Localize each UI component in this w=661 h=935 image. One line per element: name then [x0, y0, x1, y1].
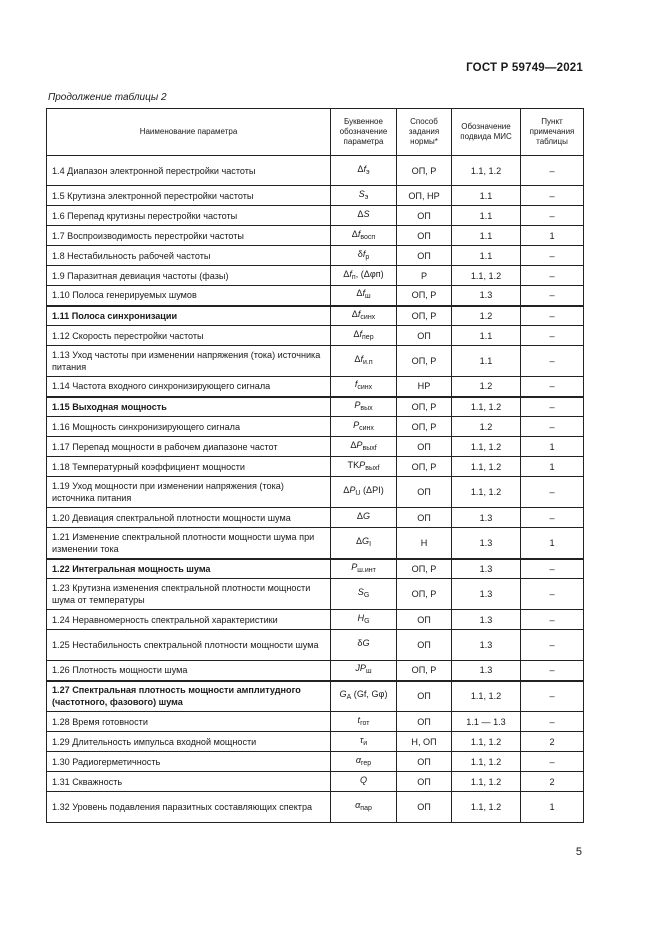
norm-method: ОП, Р — [397, 346, 452, 377]
symbol-letter: t — [357, 714, 361, 725]
note-ref: – — [521, 752, 584, 772]
norm-method: ОП, Р — [397, 457, 452, 477]
symbol-letter: P — [354, 399, 361, 410]
norm-method: ОП, Р — [397, 559, 452, 579]
norm-method: НР — [397, 377, 452, 397]
symbol-letter: α — [355, 800, 361, 810]
param-symbol — [331, 286, 397, 306]
symbol-letter: f — [362, 288, 365, 299]
symbol-subscript: U — [355, 490, 361, 497]
symbol-subscript: ш — [364, 293, 371, 301]
mis-subtype: 1.1 — 1.3 — [452, 712, 521, 732]
symbol-letter: P — [353, 419, 360, 430]
symbol-subscript: синх — [357, 384, 373, 392]
mis-subtype: 1.1 — [452, 346, 521, 377]
norm-method: ОП, Р — [397, 661, 452, 681]
param-name: 1.29 Длительность импульса входной мощности — [47, 732, 331, 752]
norm-method: ОП — [397, 712, 452, 732]
norm-method: ОП — [397, 792, 452, 823]
param-name: 1.27 Спектральная плотность мощности амплитудного (частотного, фазового) шума — [47, 681, 331, 712]
symbol-prefix: Δ — [353, 328, 360, 339]
table-row — [47, 752, 584, 772]
note-ref: – — [521, 286, 584, 306]
param-symbol — [331, 377, 397, 397]
symbol-subscript: р — [365, 253, 370, 261]
note-ref: – — [521, 246, 584, 266]
mis-subtype: 1.1, 1.2 — [452, 792, 521, 823]
symbol-subscript: синх — [360, 313, 376, 321]
norm-method: ОП, Р — [397, 579, 452, 610]
mis-subtype: 1.1, 1.2 — [452, 772, 521, 792]
param-symbol — [331, 752, 397, 772]
param-symbol — [331, 792, 397, 823]
symbol-prefix: Δ — [351, 228, 358, 239]
table-row — [47, 226, 584, 246]
note-ref: 1 — [521, 457, 584, 477]
norm-method: ОП, Р — [397, 397, 452, 417]
note-ref: 1 — [521, 528, 584, 559]
symbol-prefix: Δ — [343, 485, 350, 495]
symbol-prefix: Δ — [356, 288, 363, 299]
table-row — [47, 732, 584, 752]
symbol-subscript: I — [369, 540, 372, 548]
param-name: 1.22 Интегральная мощность шума — [47, 559, 331, 579]
symbol-prefix: δ — [357, 248, 363, 259]
note-ref: – — [521, 186, 584, 206]
symbol-subscript: ш.инт — [357, 566, 376, 574]
param-symbol — [331, 306, 397, 326]
param-name: 1.12 Скорость перестройки частоты — [47, 326, 331, 346]
norm-method: ОП — [397, 437, 452, 457]
param-symbol — [331, 326, 397, 346]
mis-subtype: 1.1, 1.2 — [452, 752, 521, 772]
norm-method: ОП — [397, 681, 452, 712]
param-name: 1.10 Полоса генерируемых шумов — [47, 286, 331, 306]
param-symbol — [331, 610, 397, 630]
symbol-letter: τ — [359, 734, 364, 745]
symbol-prefix: Δ — [357, 208, 364, 219]
note-ref: 1 — [521, 226, 584, 246]
table-caption: Продолжение таблицы 2 — [48, 92, 167, 103]
mis-subtype: 1.1 — [452, 186, 521, 206]
symbol-letter: f — [359, 328, 363, 339]
symbol-letter: S — [358, 188, 365, 199]
param-symbol — [331, 732, 397, 752]
symbol-subscript: и.п — [362, 359, 373, 366]
table-row — [47, 792, 584, 823]
norm-method: ОП, Р — [397, 286, 452, 306]
mis-subtype: 1.3 — [452, 286, 521, 306]
symbol-suffix: (Gf, Gφ) — [351, 689, 388, 700]
table-row — [47, 661, 584, 681]
mis-subtype: 1.1, 1.2 — [452, 477, 521, 508]
norm-method: ОП — [397, 772, 452, 792]
symbol-subscript: э — [364, 193, 369, 201]
note-ref: – — [521, 712, 584, 732]
norm-method: ОП — [397, 752, 452, 772]
param-name: 1.7 Воспроизводимость перестройки частоты — [47, 226, 331, 246]
mis-subtype: 1.3 — [452, 559, 521, 579]
param-name: 1.17 Перепад мощности в рабочем диапазоне частот — [47, 437, 331, 457]
mis-subtype: 1.2 — [452, 417, 521, 437]
param-name: 1.21 Изменение спектральной плотности мощности шума при изменении тока — [47, 528, 331, 559]
norm-method: ОП, Р — [397, 156, 452, 186]
symbol-subscript: выхf — [362, 444, 377, 452]
symbol-letter: S — [357, 587, 364, 597]
param-name: 1.20 Девиация спектральной плотности мощности шума — [47, 508, 331, 528]
param-symbol — [331, 206, 397, 226]
symbol-subscript: G — [363, 592, 370, 599]
standard-code: ГОСТ Р 59749—2021 — [466, 62, 583, 74]
table-row — [47, 508, 584, 528]
param-name: 1.15 Выходная мощность — [47, 397, 331, 417]
table-row — [47, 457, 584, 477]
mis-subtype: 1.3 — [452, 528, 521, 559]
table-row — [47, 246, 584, 266]
mis-subtype: 1.1 — [452, 226, 521, 246]
param-symbol — [331, 156, 397, 186]
mis-subtype: 1.1 — [452, 206, 521, 226]
param-name: 1.16 Мощность синхронизирующего сигнала — [47, 417, 331, 437]
mis-subtype: 1.1, 1.2 — [452, 156, 521, 186]
norm-method: ОП, Р — [397, 417, 452, 437]
col-header-note: Пункт примечания таблицы — [521, 109, 584, 156]
col-header-symbol: Буквенное обозначение параметра — [331, 109, 397, 156]
param-name: 1.31 Скважность — [47, 772, 331, 792]
param-symbol — [331, 661, 397, 681]
param-symbol — [331, 437, 397, 457]
symbol-prefix: Δ — [357, 163, 364, 174]
param-symbol — [331, 508, 397, 528]
note-ref: – — [521, 306, 584, 326]
mis-subtype: 1.3 — [452, 579, 521, 610]
symbol-letter: S — [363, 208, 370, 219]
note-ref: – — [521, 579, 584, 610]
note-ref: – — [521, 397, 584, 417]
symbol-letter: α — [355, 754, 361, 765]
col-header-subtype: Обозначение подвида МИС — [452, 109, 521, 156]
param-symbol — [331, 457, 397, 477]
param-symbol — [331, 630, 397, 661]
table-row — [47, 286, 584, 306]
symbol-prefix: Δ — [355, 535, 363, 546]
param-symbol — [331, 397, 397, 417]
mis-subtype: 1.1, 1.2 — [452, 681, 521, 712]
param-symbol — [331, 681, 397, 712]
parameters-table — [46, 108, 584, 823]
symbol-letter: P — [349, 485, 356, 495]
param-name: 1.32 Уровень подавления паразитных составляющих спектра — [47, 792, 331, 823]
symbol-letter: G — [339, 689, 347, 700]
param-name: 1.30 Радиогерметичность — [47, 752, 331, 772]
table-row — [47, 630, 584, 661]
param-symbol — [331, 417, 397, 437]
symbol-subscript: синх — [359, 424, 374, 432]
param-symbol — [331, 579, 397, 610]
param-name: 1.6 Перепад крутизны перестройки частоты — [47, 206, 331, 226]
norm-method: ОП — [397, 508, 452, 528]
symbol-letter: P — [351, 561, 358, 572]
norm-method: Н — [397, 528, 452, 559]
param-symbol — [331, 226, 397, 246]
norm-method: ОП, НР — [397, 186, 452, 206]
norm-method: ОП — [397, 630, 452, 661]
mis-subtype: 1.1, 1.2 — [452, 437, 521, 457]
param-symbol — [331, 772, 397, 792]
symbol-subscript: вых — [360, 404, 373, 412]
note-ref: – — [521, 266, 584, 286]
symbol-letter: f — [349, 268, 352, 279]
note-ref: – — [521, 610, 584, 630]
table-row — [47, 712, 584, 732]
norm-method: Р — [397, 266, 452, 286]
param-name: 1.14 Частота входного синхронизирующего сигнала — [47, 377, 331, 397]
symbol-prefix: TK — [347, 459, 360, 470]
note-ref: 1 — [521, 437, 584, 457]
symbol-subscript: э — [366, 168, 370, 176]
note-ref: – — [521, 681, 584, 712]
mis-subtype: 1.3 — [452, 661, 521, 681]
norm-method: ОП — [397, 206, 452, 226]
symbol-prefix: Δ — [354, 354, 361, 364]
param-name: 1.13 Уход частоты при изменении напряжения (тока) источника питания — [47, 346, 331, 377]
norm-method: ОП — [397, 326, 452, 346]
symbol-subscript: гер — [361, 759, 372, 767]
symbol-letter: f — [360, 354, 363, 364]
col-header-name: Наименование параметра — [47, 109, 331, 156]
symbol-letter: JP — [355, 663, 366, 674]
note-ref: 1 — [521, 792, 584, 823]
table-row — [47, 306, 584, 326]
mis-subtype: 1.1 — [452, 246, 521, 266]
symbol-prefix: Δ — [351, 308, 358, 319]
symbol-letter: f — [357, 228, 361, 239]
note-ref: – — [521, 417, 584, 437]
mis-subtype: 1.2 — [452, 306, 521, 326]
norm-method: ОП — [397, 610, 452, 630]
symbol-prefix: Δ — [343, 268, 350, 279]
note-ref: – — [521, 377, 584, 397]
mis-subtype: 1.1, 1.2 — [452, 266, 521, 286]
norm-method: Н, ОП — [397, 732, 452, 752]
table-header-row — [47, 109, 584, 156]
param-symbol — [331, 266, 397, 286]
mis-subtype: 1.1, 1.2 — [452, 732, 521, 752]
symbol-letter: Q — [359, 774, 368, 785]
mis-subtype: 1.3 — [452, 610, 521, 630]
note-ref: – — [521, 508, 584, 528]
norm-method: ОП, Р — [397, 306, 452, 326]
symbol-subscript: п — [351, 273, 356, 281]
param-name: 1.9 Паразитная девиация частоты (фазы) — [47, 266, 331, 286]
symbol-subscript: ш — [366, 668, 372, 676]
table-row — [47, 417, 584, 437]
note-ref: – — [521, 206, 584, 226]
note-ref: – — [521, 326, 584, 346]
norm-method: ОП — [397, 226, 452, 246]
norm-method: ОП — [397, 477, 452, 508]
note-ref: – — [521, 630, 584, 661]
param-symbol — [331, 559, 397, 579]
symbol-subscript: A — [346, 694, 352, 702]
table-row — [47, 346, 584, 377]
param-name: 1.11 Полоса синхронизации — [47, 306, 331, 326]
note-ref: – — [521, 661, 584, 681]
symbol-suffix: , (Δφп) — [355, 268, 384, 279]
table-row — [47, 206, 584, 226]
mis-subtype: 1.3 — [452, 630, 521, 661]
page-number: 5 — [575, 846, 582, 858]
norm-method: ОП — [397, 246, 452, 266]
mis-subtype: 1.1 — [452, 326, 521, 346]
symbol-letter: H — [357, 612, 365, 623]
symbol-letter: G — [362, 535, 370, 546]
table-row — [47, 681, 584, 712]
note-ref: – — [521, 346, 584, 377]
param-name: 1.23 Крутизна изменения спектральной плотности мощности шума от температуры — [47, 579, 331, 610]
note-ref: 2 — [521, 772, 584, 792]
table-row — [47, 610, 584, 630]
table-row — [47, 579, 584, 610]
symbol-letter: P — [356, 439, 363, 450]
note-ref: 2 — [521, 732, 584, 752]
symbol-letter: P — [359, 459, 366, 470]
table-row — [47, 559, 584, 579]
table-row — [47, 397, 584, 417]
table-row — [47, 266, 584, 286]
symbol-subscript: выхf — [365, 464, 380, 472]
param-symbol — [331, 186, 397, 206]
table-row — [47, 772, 584, 792]
param-symbol — [331, 528, 397, 559]
note-ref: – — [521, 559, 584, 579]
param-name: 1.8 Нестабильность рабочей частоты — [47, 246, 331, 266]
symbol-subscript: и — [363, 739, 368, 747]
table-row — [47, 186, 584, 206]
param-name: 1.5 Крутизна электронной перестройки частоты — [47, 186, 331, 206]
mis-subtype: 1.1, 1.2 — [452, 397, 521, 417]
mis-subtype: 1.1, 1.2 — [452, 457, 521, 477]
param-name: 1.19 Уход мощности при изменении напряжения (тока) источника питания — [47, 477, 331, 508]
symbol-subscript: G — [364, 617, 370, 625]
symbol-letter: f — [354, 379, 358, 390]
param-name: 1.24 Неравномерность спектральной характеристики — [47, 610, 331, 630]
symbol-letter: G — [363, 510, 371, 521]
col-header-method: Способ задания нормы* — [397, 109, 452, 156]
symbol-subscript: гот — [360, 719, 370, 727]
param-symbol — [331, 346, 397, 377]
note-ref: – — [521, 156, 584, 186]
param-symbol — [331, 477, 397, 508]
symbol-prefix: Δ — [350, 439, 357, 450]
symbol-suffix: (ΔPI) — [360, 485, 384, 495]
symbol-letter: f — [362, 248, 366, 259]
mis-subtype: 1.2 — [452, 377, 521, 397]
symbol-letter: f — [363, 163, 367, 174]
table-row — [47, 377, 584, 397]
symbol-prefix: δ — [357, 638, 363, 648]
symbol-letter: G — [362, 638, 370, 648]
symbol-subscript: восп — [360, 233, 376, 241]
symbol-prefix: Δ — [356, 510, 363, 521]
param-name: 1.25 Нестабильность спектральной плотности мощности шума — [47, 630, 331, 661]
table-row — [47, 156, 584, 186]
param-symbol — [331, 246, 397, 266]
symbol-subscript: пар — [360, 805, 372, 812]
param-name: 1.4 Диапазон электронной перестройки частоты — [47, 156, 331, 186]
table-row — [47, 528, 584, 559]
mis-subtype: 1.3 — [452, 508, 521, 528]
param-symbol — [331, 712, 397, 732]
param-name: 1.18 Температурный коэффициент мощности — [47, 457, 331, 477]
param-name: 1.28 Время готовности — [47, 712, 331, 732]
symbol-letter: f — [357, 308, 361, 319]
table-row — [47, 477, 584, 508]
table-row — [47, 326, 584, 346]
param-name: 1.26 Плотность мощности шума — [47, 661, 331, 681]
table-row — [47, 437, 584, 457]
symbol-subscript: пер — [362, 333, 374, 341]
note-ref: – — [521, 477, 584, 508]
